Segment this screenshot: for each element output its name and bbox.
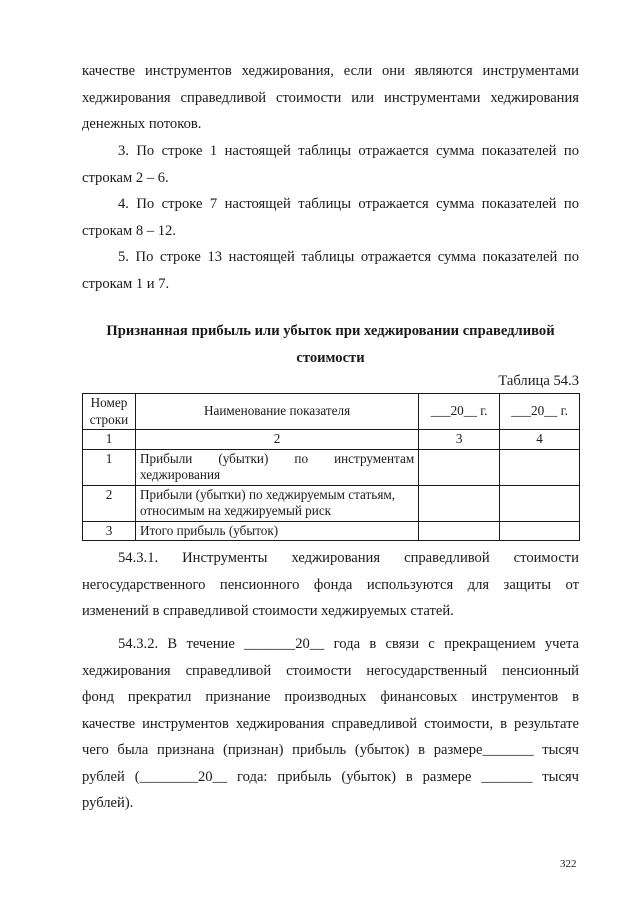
table-row bbox=[83, 449, 580, 485]
para-5432-line-5: чего была признана (признан) прибыль (убыток) в размере_______ тысяч bbox=[82, 742, 579, 758]
para-5432-line-4: качестве инструментов хеджирования справедливой стоимости, в результате bbox=[82, 715, 579, 732]
para-5432-line-2: хеджирования справедливой стоимости негосударственный пенсионный bbox=[82, 662, 579, 679]
row-value-year-2 bbox=[500, 449, 580, 485]
row-number: 3 bbox=[83, 521, 136, 541]
table-caption: Таблица 54.3 bbox=[498, 373, 579, 389]
numbering-cell: 2 bbox=[135, 430, 418, 450]
item-5-line-2: строкам 1 и 7. bbox=[82, 275, 170, 292]
section-title-line-2: стоимости bbox=[296, 349, 365, 366]
row-name: Прибыли (убытки) по инструментам хеджирования bbox=[135, 449, 418, 485]
row-value-year-2 bbox=[500, 521, 580, 541]
table-row bbox=[83, 521, 580, 541]
section-title-line-1: Признанная прибыль или убыток при хеджировании справедливой bbox=[106, 323, 555, 339]
para-5432-line-1: 54.3.2. В течение _______20__ года в связи с прекращением учета bbox=[118, 636, 579, 652]
row-number: 2 bbox=[83, 485, 136, 521]
header-year-1: ___20__ г. bbox=[419, 394, 500, 430]
hedging-table bbox=[82, 393, 580, 541]
row-name: Итого прибыль (убыток) bbox=[135, 521, 418, 541]
header-year-2: ___20__ г. bbox=[500, 394, 580, 430]
numbering-cell: 4 bbox=[500, 430, 580, 450]
para-5431-line-3: изменений в справедливой стоимости хеджируемых статей. bbox=[82, 603, 454, 619]
page-number: 322 bbox=[560, 858, 577, 870]
para-5431-line-1: 54.3.1. Инструменты хеджирования справедливой стоимости bbox=[118, 550, 579, 566]
header-row-number: Номер строки bbox=[83, 394, 136, 430]
table-header-row bbox=[83, 394, 580, 430]
item-4-line-2: строкам 8 – 12. bbox=[82, 222, 176, 239]
intro-line-1: качестве инструментов хеджирования, если они являются инструментами bbox=[82, 63, 579, 79]
para-5432-line-7: рублей). bbox=[82, 795, 134, 811]
row-value-year-1 bbox=[419, 485, 500, 521]
para-5432-line-6: рублей (________20__ года: прибыль (убыток) в размере _______ тысяч bbox=[82, 768, 579, 785]
row-value-year-2 bbox=[500, 485, 580, 521]
row-name: Прибыли (убытки) по хеджируемым статьям, относимым на хеджируемый риск bbox=[135, 485, 418, 521]
para-5432-line-3: фонд прекратил признание производных финансовых инструментов в bbox=[82, 689, 579, 705]
intro-line-2: хеджирования справедливой стоимости или инструментами хеджирования bbox=[82, 89, 579, 106]
para-5431-line-2: негосударственного пенсионного фонда используются для защиты от bbox=[82, 576, 579, 593]
row-number: 1 bbox=[83, 449, 136, 485]
header-indicator-name: Наименование показателя bbox=[135, 394, 418, 430]
numbering-cell: 1 bbox=[83, 430, 136, 450]
item-3-line-1: 3. По строке 1 настоящей таблицы отражается сумма показателей по bbox=[118, 143, 579, 159]
intro-line-3: денежных потоков. bbox=[82, 116, 202, 132]
item-3-line-2: строкам 2 – 6. bbox=[82, 169, 169, 186]
item-5-line-1: 5. По строке 13 настоящей таблицы отражается сумма показателей по bbox=[118, 249, 579, 265]
table-row bbox=[83, 485, 580, 521]
row-value-year-1 bbox=[419, 449, 500, 485]
numbering-cell: 3 bbox=[419, 430, 500, 450]
table-numbering-row bbox=[83, 430, 580, 450]
item-4-line-1: 4. По строке 7 настоящей таблицы отражается сумма показателей по bbox=[118, 196, 579, 212]
row-value-year-1 bbox=[419, 521, 500, 541]
